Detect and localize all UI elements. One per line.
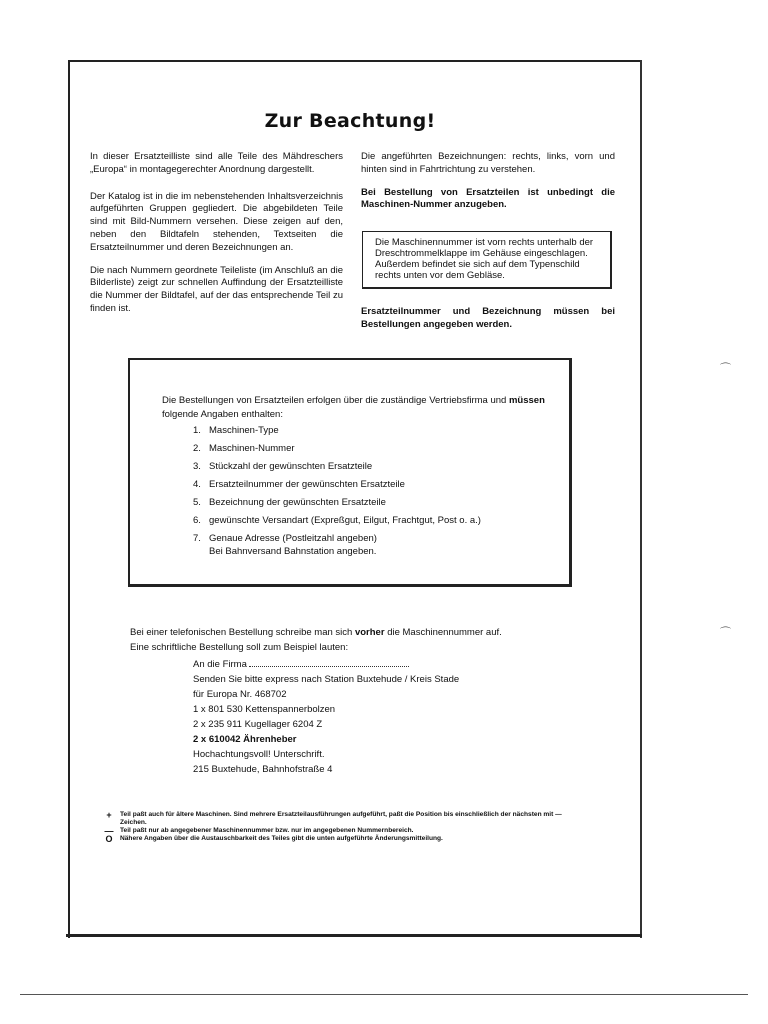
part-number-notice: Ersatzteilnummer und Bezeichnung müssen bei Bestellungen angegeben werden. — [361, 306, 615, 330]
scan-edge-line — [20, 994, 748, 995]
intro-paragraph: In dieser Ersatzteilliste sind alle Teile des Mähdreschers „Europa“ in montagegerechter Anordnung dargestellt. — [90, 151, 343, 175]
list-item: 3. Stückzahl der gewünschten Ersatzteile — [193, 461, 373, 472]
sample-order-letter — [193, 657, 553, 777]
list-item: 5. Bezeichnung der gewünschten Ersatzteile — [193, 497, 386, 508]
frame-bottom-rule — [66, 934, 642, 937]
letter-line: für Europa Nr. 468702 — [193, 689, 287, 700]
letter-line: 215 Buxtehude, Bahnhofstraße 4 — [193, 764, 333, 775]
footnote-dash: — Teil paßt nur ab angegebener Maschinennummer bzw. nur im angegebenen Nummernbereich. — [102, 827, 582, 835]
left-column — [90, 151, 343, 326]
phone-text-bold: vorher — [354, 627, 385, 638]
note-text: Die Maschinennummer ist vorn rechts unterhalb der Dreschtrommelklappe im Gehäuse eingeschlagen. Außerdem befindet sie sich auf dem Typenschild rechts unten vor dem Gebläse. — [375, 237, 594, 281]
letter-line: Hochachtungsvoll! Unterschrift. — [193, 749, 325, 760]
phone-text-c: Eine schriftliche Bestellung soll zum Beispiel lauten: — [130, 642, 349, 653]
order-intro — [162, 394, 552, 422]
plus-symbol: + — [106, 810, 112, 820]
list-item: 4. Ersatzteilnummer der gewünschten Ersatzteile — [193, 479, 405, 490]
footnote-plus: + Teil paßt auch für ältere Maschinen. Sind mehrere Ersatzteilausführungen aufgeführt, paßt die Position bis einschließlich der nächsten mit — Zeichen. — [102, 811, 582, 827]
list-item: 2. Maschinen-Nummer — [193, 443, 295, 454]
list-item: 6. gewünschte Versandart (Expreßgut, Eilgut, Frachtgut, Post o. a.) — [193, 515, 481, 526]
frame-left-rule — [68, 60, 70, 938]
frame-top-rule — [68, 60, 642, 62]
frame-right-rule — [640, 60, 642, 938]
parts-list-paragraph: Die nach Nummern geordnete Teileliste (im Anschluß an die Bilderliste) zeigt zur schnellen Auffindung der Ersatzteilliste die Nummer der Bildtafel, auf der das entsprechende Teil zu finden ist. — [90, 264, 343, 314]
letter-line: 2 x 235 911 Kugellager 6204 Z — [193, 719, 323, 730]
phone-text-a: Bei einer telefonischen Bestellung schreibe man sich — [130, 627, 353, 638]
letter-line: Senden Sie bitte express nach Station Buxtehude / Kreis Stade — [193, 674, 460, 685]
dash-symbol: — — [104, 826, 114, 836]
right-column — [361, 151, 615, 222]
machine-number-notice: Bei Bestellung von Ersatzteilen ist unbedingt die Maschinen-Nummer anzugeben. — [361, 186, 615, 211]
phone-order-paragraph — [130, 625, 590, 655]
list-item-sub: Bei Bahnversand Bahnstation angeben. — [209, 546, 377, 557]
catalog-paragraph: Der Katalog ist in die im nebenstehenden Inhaltsverzeichnis aufgeführten Gruppen gegliedert. Die abgebildeten Teile sind mit Bild-Nummern versehen. Diese zeigen auf den, neben den Bildtafeln stehenden, Textseiten die Ersatzteilnummer und deren Bezeichnungen an. — [90, 190, 343, 253]
letter-line: An die Firma — [193, 657, 553, 672]
page-title: Zur Beachtung! — [264, 110, 436, 132]
legend-footnotes — [102, 811, 582, 843]
order-requirements-list — [193, 424, 573, 557]
fill-in-dots — [249, 658, 409, 667]
letter-line: 1 x 801 530 Kettenspannerbolzen — [193, 704, 336, 715]
list-item: 1. Maschinen-Type — [193, 425, 279, 436]
letter-line: 2 x 610042 Ährenheber — [193, 734, 297, 745]
circle-symbol: O — [105, 834, 113, 844]
footnote-circle: O Nähere Angaben über die Austauschbarkeit des Teiles gibt die unten aufgeführte Änderungsmitteilung. — [102, 835, 582, 843]
machine-number-note-box — [362, 231, 612, 289]
margin-mark-icon: ⌒ — [720, 627, 731, 639]
list-item: 7. Genaue Adresse (Postleitzahl angeben) — [193, 533, 377, 544]
directions-paragraph: Die angeführten Bezeichnungen: rechts, links, vorn und hinten sind in Fahrtrichtung zu verstehen. — [361, 151, 615, 175]
order-intro-text-a: Die Bestellungen von Ersatzteilen erfolgen über die zuständige Vertriebsfirma und — [162, 395, 507, 406]
order-intro-text-b: folgende Angaben enthalten: — [162, 409, 283, 420]
margin-mark-icon: ⌒ — [720, 363, 731, 375]
order-intro-bold: müssen — [508, 395, 545, 406]
phone-text-b: die Maschinennummer auf. — [387, 627, 502, 638]
